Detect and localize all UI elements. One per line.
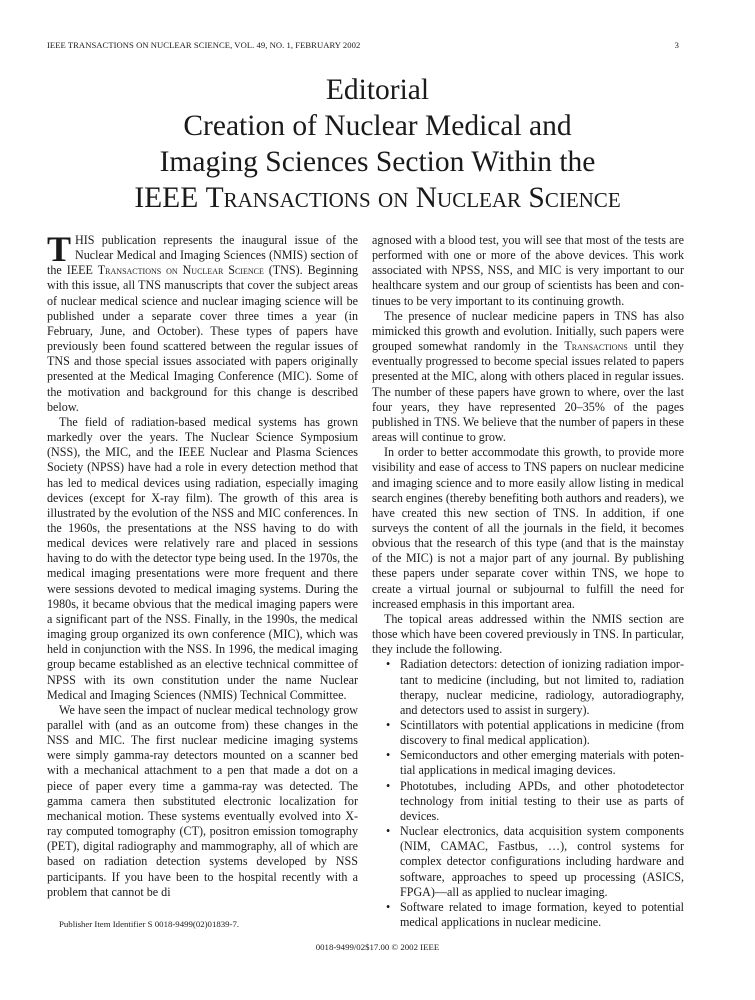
list-item (386, 748, 684, 778)
list-item (386, 778, 684, 824)
bullet-icon: • (386, 718, 391, 732)
list-item-text: Nuclear electronics, data acquisition system components (NIM, CAMAC, Fastbus, …), control systems for complex detector configurations including hardware and software, approaches to speed up processing (ASICS, FPGA)—all as applied to nuclear imaging. (400, 824, 684, 899)
journal-name-smallcaps: Transactions on Nuclear Science (97, 263, 264, 278)
publisher-item-identifier: Publisher Item Identifier S 0018-9499(02)01839-7. (59, 919, 240, 929)
topical-areas-list (372, 657, 684, 930)
paragraph-4-lead: The presence of nuclear medicine papers in TNS has also mimicked this growth and evolution. Initially, such papers were grouped somewhat randomly in the (372, 308, 684, 354)
title-line-2: Imaging Sciences Section Within the (159, 146, 596, 178)
bullet-icon: • (386, 824, 391, 839)
transactions-smallcaps: Transactions (564, 339, 628, 354)
bullet-icon: • (386, 748, 391, 763)
paragraph-6: The topical areas addressed within the NMIS section are those which have been covered previously in TNS. In particular, they include the following. (372, 611, 684, 657)
paragraph-1-rest: (TNS). Beginning with this issue, all TNS manuscripts that cover the subject areas of nuclear medical science and nuclear imaging science will be published under a separate cover three times a year (in February, June, and October). These types of papers have previously been found scattered between the regular issues of TNS and those special issues associated with papers originally presented at the Medical Imaging Conference (MIC). Some of the motivation and background for this change is described below. (47, 263, 358, 414)
copyright-line: 0018-9499/02$17.00 © 2002 IEEE (315, 942, 440, 952)
list-item (386, 899, 684, 930)
paragraph-5: In order to better accommodate this growth, to provide more visibility and ease of access to TNS papers on nuclear medicine and imaging science and to more easily allow listing in medical search engines (thereby benefiting both authors and readers), we have created this new section of TNS. In addition, if one surveys the content of all the journals in the field, it becomes obvious that the research of this type (and that is the mainstay of the MIC) is not a major part of any journal. By publishing these papers under separate cover within TNS, we hope to create a virtual journal or subjournal to fulfill the need for increased emphasis in this important area. (372, 445, 684, 611)
paragraph-1-lead: HIS publication represents the inaugural issue of the Nuclear Medical and Imaging Sciences (NMIS) section of the IEEE (47, 233, 358, 278)
paragraph-4-rest: until they eventually progressed to become special issues related to papers presented at the MIC, along with others placed in regular issues. The number of these papers have grown to where, over the last four years, they have represented 20–35% of the pages published in TNS. We believe that the number of papers in these areas will continue to grow. (372, 339, 684, 445)
paragraph-3-continued: agnosed with a blood test, you will see that most of the tests are performed with one or more of the above devices. This work associated with NPSS, NSS, and MIC is very important to our healthcare system and our group of scientists has been and continues to be very important to its continuing growth. (372, 233, 684, 308)
list-item-text: Phototubes, including APDs, and other photodetector technology from initial testing to their use as parts of devices. (400, 778, 684, 823)
bullet-icon: • (386, 899, 391, 914)
list-item (386, 657, 684, 718)
journal-running-title: IEEE TRANSACTIONS ON NUCLEAR SCIENCE, VOL. 49, NO. 1, FEBRUARY 2002 (47, 40, 361, 50)
bullet-icon: • (386, 657, 391, 672)
paragraph-3: We have seen the impact of nuclear medical technology grow parallel with (and as an outcome from) these changes in the NSS and MIC. The first nuclear medicine imaging systems were simply gamma-ray detectors mounted on a scanner bed with a mechanical attachment to a pen that made a dot on a piece of paper every time a gamma-ray was detected. The gamma camera then substituted electronic localization for mechanical motion. These systems eventually evolved into X-ray computed tomography (CT), positron emission tomography (PET), digital radiography and mammography, all of which are based on radiation detection systems developed by NSS participants. If you have been to the hospital recently with a problem that cannot be di (47, 702, 358, 899)
title-line-1: Creation of Nuclear Medical and (183, 110, 572, 142)
paragraph-2: The field of radiation-based medical systems has grown markedly over the years. The Nuclear Science Symposium (NSS), the MIC, and the IEEE Nuclear and Plasma Sciences Society (NPSS) have had a role in every detection method that has led to medical devices using radiation, especially imaging devices (except for X-ray film). The growth of this area is illustrated by the evolution of the NSS and MIC conferences. In the 1960s, the presentations at the NSS having to do with medical devices were relatively rare and placed in sessions having to do with the detector type being used. In the 1970s, the medical imaging presentations were more frequent and there were sessions devoted to medical imaging systems. During the 1980s, it became obvious that the medical imaging papers were a significant part of the NSS. Finally, in the 1990s, the medical imaging group organized its own conference (MIC), which was held in conjunction with the NSS. In 1996, the medical imaging group became established as an elective technical committee of NPSS with its own constitution under the name Nuclear Medical and Imaging Sciences (NMIS) Technical Committee. (47, 414, 358, 702)
list-item (386, 824, 684, 900)
list-item-text: Software related to image formation, keyed to potential medical applications in nuclear medicine. (400, 899, 684, 930)
paragraph-1 (47, 229, 358, 415)
title-line-3-smallcaps: Transactions on Nuclear Science (205, 182, 621, 214)
title-line-3-prefix: IEEE (134, 182, 206, 214)
left-column (47, 229, 358, 900)
paragraph-4 (372, 309, 684, 445)
list-item-text: Radiation detectors: detection of ionizing radiation important to medicine (including, but not limited to, radiation therapy, nuclear medicine, radiology, autoradiography, and detectors used to assist in surgery). (400, 657, 684, 717)
bullet-icon: • (386, 778, 391, 793)
page-number: 3 (674, 40, 679, 50)
title-kicker: Editorial (325, 74, 430, 106)
drop-cap: T (47, 229, 72, 269)
list-item-text: Semiconductors and other emerging materials with potential applications in medical imaging devices. (400, 748, 684, 778)
article-title (0, 72, 755, 216)
list-item-text: Scintillators with potential applications in medicine (from discovery to final medical application). (400, 718, 684, 748)
title-line-3 (0, 180, 755, 216)
right-column (372, 233, 684, 930)
list-item (386, 718, 684, 748)
